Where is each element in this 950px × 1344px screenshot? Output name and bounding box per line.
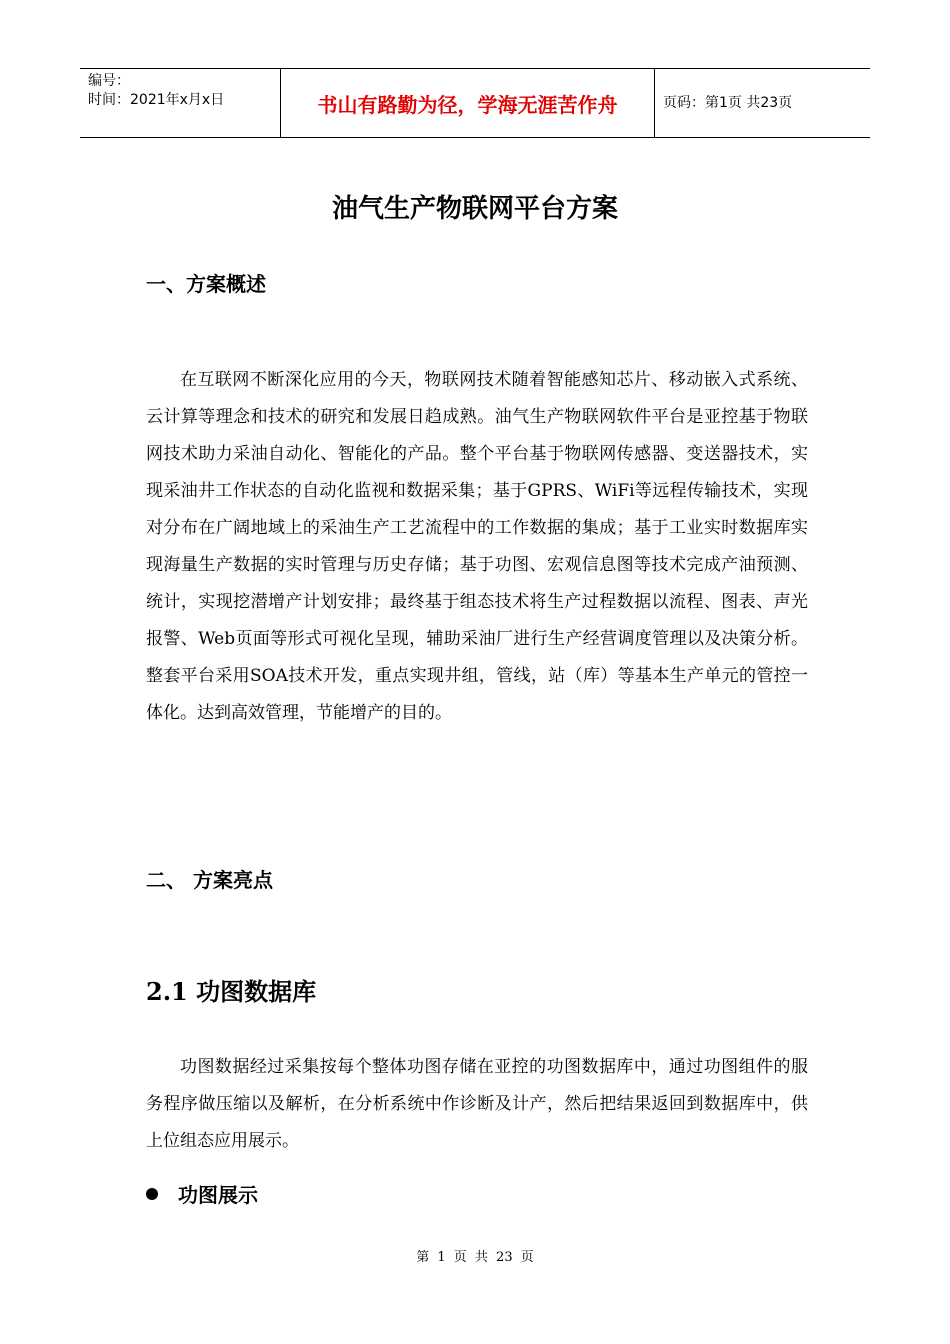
number-label: 编号： [88, 73, 130, 89]
page-header [80, 68, 870, 138]
section1-paragraph: 在互联网不断深化应用的今天，物联网技术随着智能感知芯片、移动嵌入式系统、云计算等理念和技术的研究和发展日趋成熟。油气生产物联网软件平台是亚控基于物联网技术助力采油自动化、智能化的产品。整个平台基于物联网传感器、变送器技术，实现采油井工作状态的自动化监视和数据采集；基于GPRS、WiFi等远程传输技术，实现对分布在广阔地域上的采油生产工艺流程中的工作数据的集成；基于工业实时数据库实现海量生产数据的实时管理与历史存储；基于功图、宏观信息图等技术完成产油预测、统计，实现挖潜增产计划安排；最终基于组态技术将生产过程数据以流程、图表、声光报警、Web页面等形式可视化呈现，辅助采油厂进行生产经营调度管理以及决策分析。整套平台采用SOA技术开发，重点实现井组，管线，站（库）等基本生产单元的管控一体化。达到高效管理，节能增产的目的。 [146, 370, 808, 723]
section2-1-paragraph: 功图数据经过采集按每个整体功图存储在亚控的功图数据库中，通过功图组件的服务程序做压缩以及解析，在分析系统中作诊断及计产，然后把结果返回到数据库中，供上位组态应用展示。 [146, 1057, 808, 1151]
header-motto-cell [280, 69, 655, 137]
section1-heading: 一、方案概述 [146, 272, 266, 296]
page-footer: 第 1 页 共 23 页 [416, 1250, 534, 1265]
page-info: 页码：第1页 共23页 [663, 94, 793, 111]
section2-1-heading: 2.1 功图数据库 [146, 977, 317, 1006]
section2-heading: 二、 方案亮点 [146, 868, 273, 892]
header-meta-cell [80, 69, 280, 137]
header-page-cell [655, 69, 870, 137]
motto-text: 书山有路勤为径，学海无涯苦作舟 [317, 92, 618, 117]
bullet-dot-icon [146, 1188, 158, 1200]
bullet-text: 功图展示 [178, 1183, 258, 1207]
bullet-item [146, 1179, 258, 1208]
time-label: 时间：2021年x月x日 [88, 92, 225, 108]
document-title: 油气生产物联网平台方案 [331, 194, 618, 224]
